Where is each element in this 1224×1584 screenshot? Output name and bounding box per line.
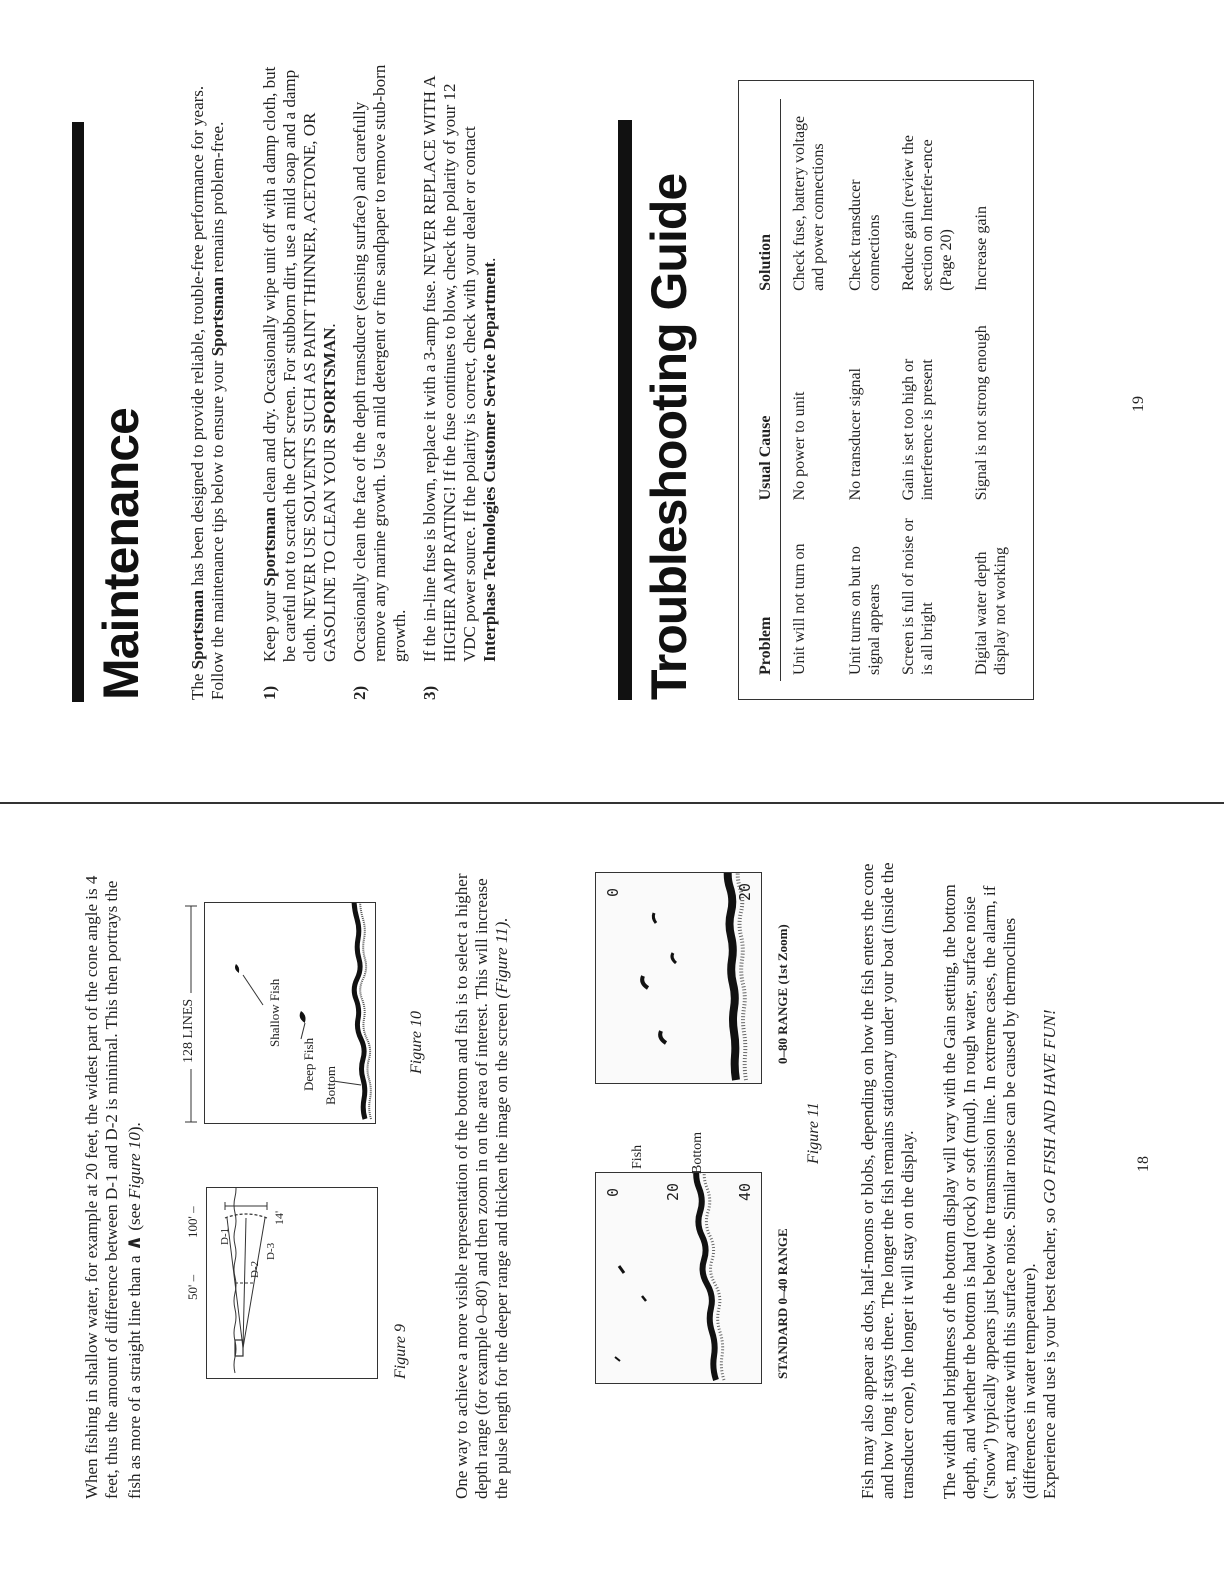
zoom-range-label: 0–80 RANGE (1st Zoom)	[775, 924, 790, 1064]
figure-10-scale	[181, 904, 198, 1124]
standard-scale-20: 20	[664, 1182, 682, 1201]
cone-symbol: ∧	[121, 1234, 146, 1252]
deep-fish-mark	[300, 1011, 306, 1023]
maintenance-intro: The Sportsman has been designed to provide reliable, trouble-free performance for years. Follow the maintenance tips below to ensure your Sportsman remains problem-free.	[188, 85, 228, 700]
shallow-fish-label: Shallow Fish	[267, 978, 282, 1047]
header-problem: Problem	[753, 506, 780, 681]
figure-11-zoom-display	[595, 872, 762, 1084]
bottom-label: Bottom	[323, 1065, 338, 1105]
maintenance-item-3: 3) If the in-line fuse is blown, replace it with a 3-amp fuse. NEVER REPLACE WITH A HIGHER AMP RATING! If the fuse continues to blow, check the polarity of your 12 VDC power source. If the polarity is correct, check with your dealer or contact Interphase Technologies Customer Service Department.	[420, 76, 500, 700]
table-row: Digital water depth display not working Signal is not strong enough Increase gain	[973, 206, 1009, 675]
table-header-row	[753, 99, 780, 681]
troubleshooting-table	[753, 99, 1019, 681]
troubleshooting-section-bar	[618, 120, 632, 700]
deep-fish-label: Deep Fish	[301, 1037, 316, 1091]
maintenance-list	[260, 64, 511, 700]
d3-label: D-3	[265, 1242, 277, 1260]
zoom-scale-20: 20	[736, 882, 754, 901]
figure-10-caption: Figure 10	[408, 1011, 425, 1074]
table-row: Unit will not turn on No power to unit Check fuse, battery voltage and power connections	[790, 115, 827, 675]
zoom-scale-0: 0	[604, 887, 622, 897]
page-fold	[0, 802, 1224, 804]
maintenance-section-bar	[72, 122, 84, 702]
figure-9-diagram	[185, 1187, 378, 1379]
intro-paragraph: When fishing in shallow water, for example at 20 feet, the widest part of the cone angle is 4 feet, thus the amount of difference between D-1 and D-2 is minimal. This then portrays the fish as more of a straight line than a ∧ (see Figure 10).	[82, 875, 146, 1499]
bottom-callout-label: Bottom	[690, 1131, 705, 1174]
figure-9-caption: Figure 9	[392, 1324, 409, 1379]
figure-11-caption: Figure 11	[805, 1102, 822, 1164]
standard-range-label: STANDARD 0–40 RANGE	[775, 1228, 790, 1379]
troubleshooting-table-box	[738, 80, 1034, 700]
range-paragraph: One way to achieve a more visible representation of the bottom and fish is to select a higher depth range (for example 0–80') and then zoom in on the area of interest. This will increase the pulse length for the deeper range and thicken the image on the screen (Figure 11).	[452, 873, 512, 1499]
maintenance-item-1: 1) Keep your Sportsman clean and dry. Occasionally wipe unit off with a damp cloth, but be careful not to scratch the CRT screen. For stubborn dirt, use a mild soap and a damp cloth. NEVER USE SOLVENTS SUCH AS PAINT THINNER, ACETONE, OR GASOLINE TO CLEAN YOUR SPORTSMAN.	[260, 66, 340, 700]
fish-callout-label: Fish	[630, 1144, 645, 1169]
figure-10-reference: Figure 10	[125, 1132, 145, 1200]
table-row: Screen is full of noise or is all bright Gain is set too high or interference is present Reduce gain (review the section on Interfer-ence (Page 20)	[900, 134, 956, 675]
troubleshooting-heading: Troubleshooting Guide	[641, 173, 697, 700]
bottom-paragraph: The width and brightness of the bottom display will vary with the Gain setting, the bottom depth, and whether the bottom is hard (rock) or soft (mud). In rough water, surface noise ("snow") typically appears just below the transmission line. In extreme cases, the alarm, if set, may activate with this surface noise. Similar noise can be caused by thermoclines (differences in water temperature).	[940, 884, 1040, 1499]
maintenance-item-2: 2) Occasionally clean the face of the depth transducer (sensing surface) and carefully remove any marine growth. Use a mild detergent or fine sandpaper to remove stub-born growth.	[350, 64, 410, 700]
128-lines-label: 128 LINES	[181, 993, 197, 1069]
standard-scale-0: 0	[604, 1187, 622, 1197]
fish-paragraph: Fish may also appear as dots, half-moons or blobs, depending on how the fish enters the cone and how long it stays there. The longer the fish remains stationary under your boat (inside the transducer cone), the longer it will stay on the display.	[858, 862, 918, 1499]
depth-50-label: 50' –	[185, 1274, 200, 1300]
cone-diagram	[207, 1188, 377, 1378]
width-14-label: 14'	[272, 1210, 286, 1225]
table-row: Unit turns on but no signal appears No transducer signal Check transducer connections	[846, 179, 883, 675]
standard-scale-40: 40	[736, 1182, 754, 1201]
shallow-fish-mark	[235, 964, 239, 973]
page-number-19: 19	[1130, 396, 1147, 412]
page-18	[0, 804, 1224, 1584]
maintenance-heading: Maintenance	[93, 408, 149, 700]
page-number-18: 18	[1135, 1156, 1152, 1172]
depth-100-label: 100' –	[185, 1206, 200, 1238]
d1-label: D-1	[219, 1227, 231, 1245]
header-usual-cause: Usual Cause	[753, 297, 780, 507]
figure-11-standard-display	[595, 1172, 762, 1384]
d2-label: D-2	[249, 1260, 261, 1278]
figure-10-display	[204, 902, 376, 1124]
header-solution: Solution	[753, 99, 780, 297]
closing-paragraph: Experience and use is your best teacher, so GO FISH AND HAVE FUN!	[1040, 1009, 1059, 1499]
